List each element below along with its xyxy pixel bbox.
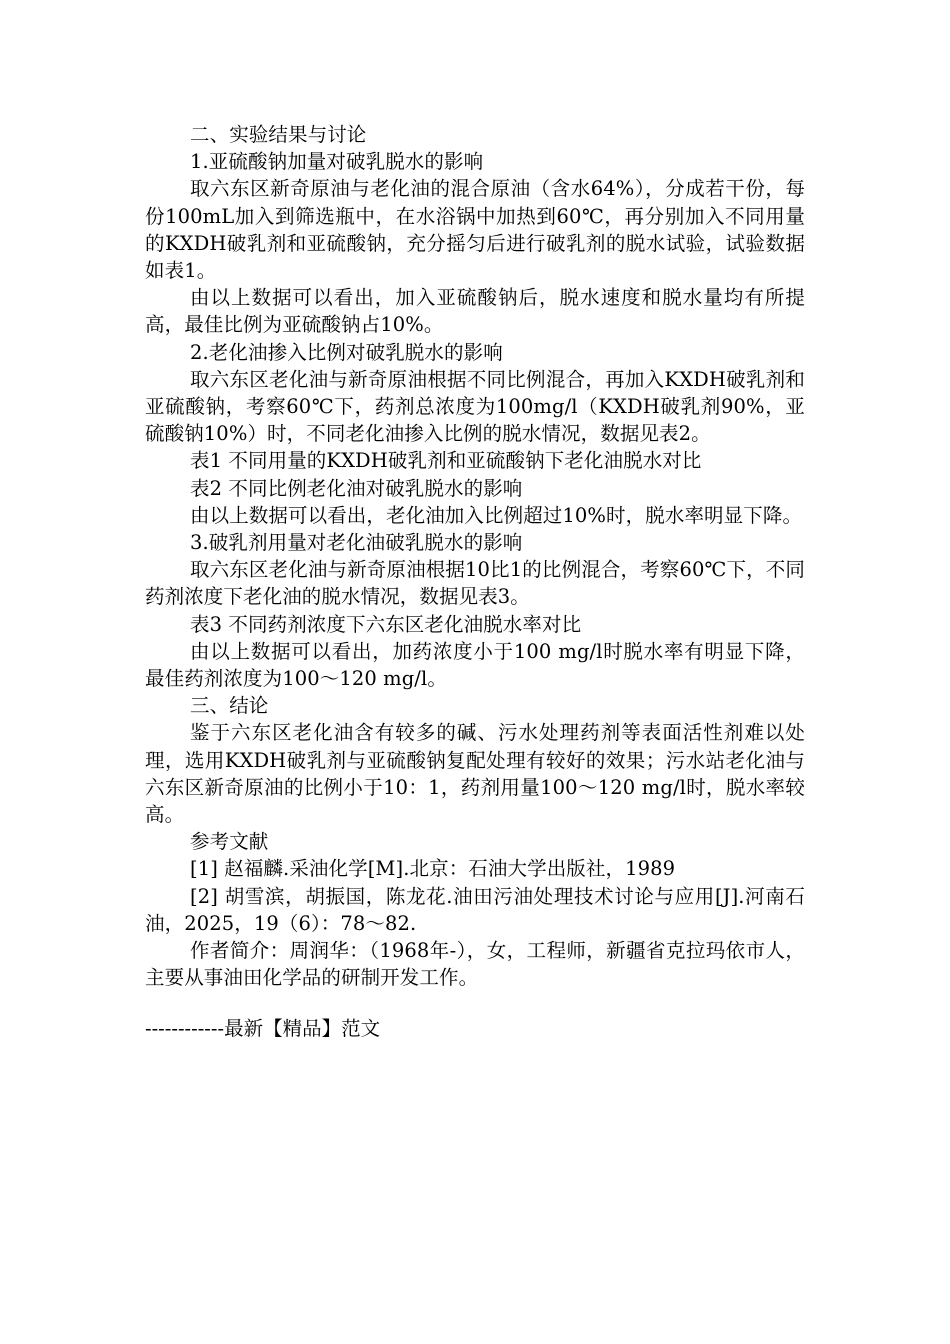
reference-item: [2] 胡雪滨，胡振国，陈龙花.油田污油处理技术讨论与应用[J].河南石油，2025，19（6）：78～82. [145, 884, 805, 935]
references-heading: 参考文献 [190, 830, 269, 854]
body-paragraph: 取六东区新奇原油与老化油的混合原油（含水64%），分成若干份，每份100mL加入到筛选瓶中，在水浴锅中加热到60℃，再分别加入不同用量的KXDH破乳剂和亚硫酸钠，充分摇匀后进行破乳剂的脱水试验，试验数据如表1。 [145, 177, 805, 283]
table-caption-3: 表3 不同药剂浓度下六东区老化油脱水率对比 [190, 612, 582, 636]
subsection-heading-2: 2.老化油掺入比例对破乳脱水的影响 [190, 340, 503, 364]
body-paragraph: 由以上数据可以看出，加药浓度小于100 mg/l时脱水率有明显下降，最佳药剂浓度为100～120 mg/l。 [145, 639, 805, 691]
subsection-heading-3: 3.破乳剂用量对老化油破乳脱水的影响 [190, 531, 523, 555]
footer-banner: ------------最新【精品】范文 [145, 1017, 381, 1040]
body-paragraph: 取六东区老化油与新奇原油根据不同比例混合，再加入KXDH破乳剂和亚硫酸钠，考察60℃下，药剂总浓度为100mg/l（KXDH破乳剂90%，亚硫酸钠10%）时，不同老化油掺入比例的脱水情况，数据见表2。 [145, 367, 805, 446]
table-caption-2: 表2 不同比例老化油对破乳脱水的影响 [190, 476, 523, 500]
body-paragraph: 由以上数据可以看出，加入亚硫酸钠后，脱水速度和脱水量均有所提高，最佳比例为亚硫酸钠占10%。 [145, 286, 805, 337]
table-caption-1: 表1 不同用量的KXDH破乳剂和亚硫酸钠下老化油脱水对比 [190, 449, 702, 473]
subsection-heading-1: 1.亚硫酸钠加量对破乳脱水的影响 [190, 150, 484, 174]
body-paragraph: 鉴于六东区老化油含有较多的碱、污水处理药剂等表面活性剂难以处理，选用KXDH破乳剂与亚硫酸钠复配处理有较好的效果；污水站老化油与六东区新奇原油的比例小于10：1，药剂用量100～120 mg/l时，脱水率较高。 [145, 721, 805, 827]
section-heading-conclusion: 三、结论 [190, 694, 269, 718]
reference-item: [1] 赵福麟.采油化学[M].北京：石油大学出版社，1989 [190, 857, 676, 881]
body-paragraph: 由以上数据可以看出，老化油加入比例超过10%时，脱水率明显下降。 [190, 503, 803, 527]
document-body [145, 121, 805, 992]
body-paragraph: 取六东区老化油与新奇原油根据10比1的比例混合，考察60℃下，不同药剂浓度下老化油的脱水情况，数据见表3。 [145, 558, 805, 609]
author-bio: 作者简介：周润华：（1968年-），女，工程师，新疆省克拉玛依市人，主要从事油田化学品的研制开发工作。 [145, 939, 805, 990]
section-heading-results: 二、实验结果与讨论 [190, 123, 367, 146]
